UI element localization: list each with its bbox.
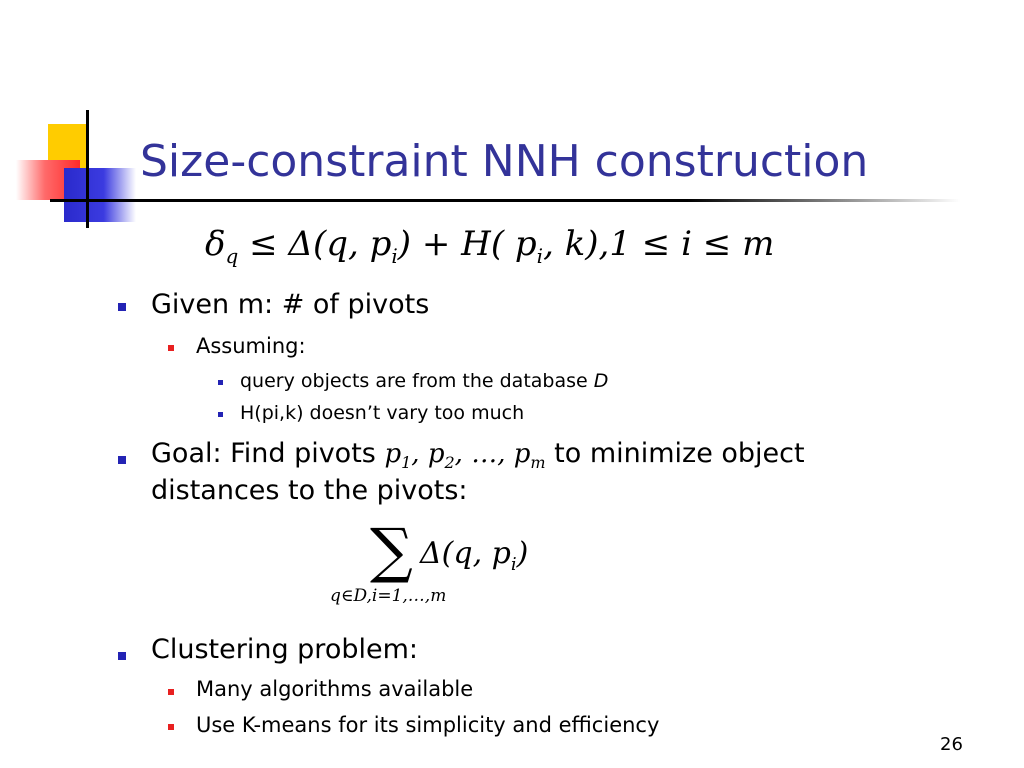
- bullet-many-algorithms: Many algorithms available: [196, 677, 474, 701]
- bullet-marker: [118, 652, 126, 660]
- bullet-kmeans: Use K-means for its simplicity and efficiency: [196, 713, 660, 737]
- bullet-marker: [168, 345, 174, 351]
- bullet-given-m: Given m: # of pivots: [151, 289, 430, 320]
- title-underline: [50, 199, 960, 202]
- bullet-marker: [168, 724, 174, 730]
- bullet-goal-line2: distances to the pivots:: [151, 475, 468, 506]
- bullet-goal: Goal: Find pivots $p_1$, $p_2$, …, $p_m$ to minimize object: [151, 438, 805, 473]
- page-number: 26: [940, 734, 963, 755]
- decor-vertical-line: [86, 110, 89, 228]
- bullet-marker: [168, 689, 174, 695]
- slide-title: Size-constraint NNH construction: [140, 136, 869, 187]
- bullet-hpik: H(pi,k) doesn’t vary too much: [240, 402, 525, 424]
- bullet-query-objects: query objects are from the database D: [240, 370, 609, 392]
- decor-blue-square: [64, 168, 136, 222]
- sum-formula: ∑ Δ(q, $p_i$) q∈D,i=1,…,m: [330, 516, 529, 606]
- constraint-formula: $\delta_q \le \Delta(q$, $p_i) + H$( $p_i$, k),1 ≤ i ≤ m: [205, 224, 775, 268]
- bullet-marker: [118, 303, 126, 311]
- bullet-clustering: Clustering problem:: [151, 634, 418, 665]
- bullet-assuming: Assuming:: [196, 334, 306, 358]
- bullet-marker: [218, 412, 223, 417]
- bullet-marker: [118, 456, 126, 464]
- bullet-marker: [218, 380, 223, 385]
